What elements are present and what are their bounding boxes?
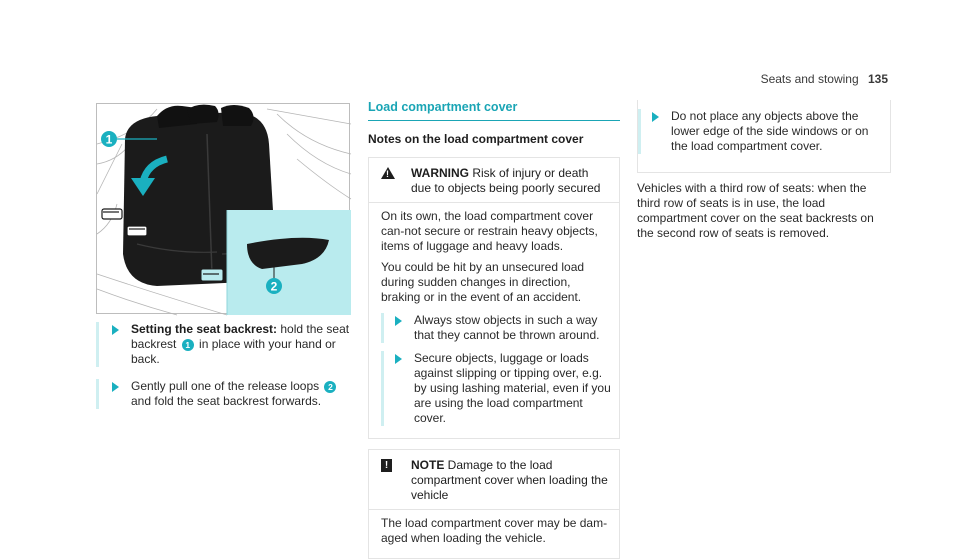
warning-label: WARNING: [411, 166, 469, 180]
note-heading: Damage to the load compartment cover when loading the vehicle: [411, 458, 608, 502]
warning-step: [638, 109, 882, 154]
seat-drawing: [97, 104, 351, 315]
warning-paragraph: On its own, the load compartment cover can-not secure or restrain heavy objects, items of luggage and heavy loads.: [381, 209, 598, 253]
warning-step: [381, 313, 611, 343]
page-header: [761, 72, 888, 86]
step-text: in place with your hand or back.: [131, 337, 336, 366]
section-title: Load compartment cover: [368, 100, 620, 121]
section-name: Seats and stowing: [760, 72, 859, 86]
note-body: The load compartment cover may be dam-aged when loading the vehicle.: [381, 516, 608, 545]
continued-warning-box: [637, 100, 891, 173]
subsection-title: Notes on the load compartment cover: [368, 132, 584, 146]
page-number: 135: [867, 72, 888, 86]
step-setting-backrest: [96, 322, 350, 367]
note-label: NOTE: [411, 458, 445, 472]
warning-step-text: Secure objects, luggage or loads against slipping or tipping over, e.g. by using lashing material, even if you are using the load compartment cover.: [414, 351, 611, 425]
step-bar: [96, 379, 99, 409]
callout-1-label: 1: [105, 132, 113, 147]
step-text: hold the seat backrest: [131, 322, 350, 351]
arrow-right-icon: [395, 316, 402, 326]
step-bold-label: Setting the seat backrest:: [131, 322, 278, 336]
left-steps: [96, 322, 350, 421]
middle-column: [368, 100, 620, 559]
arrow-right-icon: [652, 112, 659, 122]
warning-heading: Risk of injury or death due to objects being poorly secured: [411, 166, 601, 195]
step-text: Gently pull one of the release loops: [131, 379, 323, 393]
warning-step: [381, 351, 611, 426]
right-column: [637, 100, 891, 241]
callout-2-label: 2: [270, 279, 278, 294]
step-bar: [96, 322, 99, 367]
warning-icon: !: [381, 167, 395, 179]
third-row-paragraph: Vehicles with a third row of seats: when the third row of seats is in use, the load compartment cover on the seat backrests on the second row of seats is removed.: [637, 181, 874, 240]
seat-backrest-illustration: [96, 103, 350, 314]
arrow-right-icon: [395, 354, 402, 364]
warning-step-text: Do not place any objects above the lower edge of the side windows or on the load compartment cover.: [671, 109, 869, 153]
arrow-right-icon: [112, 382, 119, 392]
ref-2-icon: 2: [324, 381, 336, 393]
note-box: [368, 449, 620, 559]
ref-1-icon: 1: [182, 339, 194, 351]
note-icon: !: [381, 459, 392, 472]
warning-step-text: Always stow objects in such a way that they cannot be thrown around.: [414, 313, 600, 342]
arrow-right-icon: [112, 325, 119, 335]
step-text: and fold the seat backrest forwards.: [131, 394, 322, 408]
warning-paragraph: You could be hit by an unsecured load during sudden changes in direction, braking or in the event of an accident.: [381, 260, 585, 304]
warning-box: [368, 157, 620, 439]
step-pull-loop: [96, 379, 350, 409]
